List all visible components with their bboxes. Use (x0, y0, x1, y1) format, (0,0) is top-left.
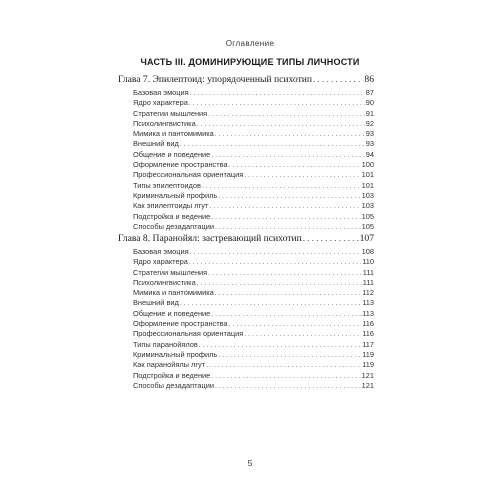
toc-section-entry (118, 129, 374, 139)
toc-section-entry-title: Стратегии мышления (133, 267, 208, 277)
toc-section-entry-title: Способы дезадаптации (133, 221, 215, 231)
toc-section-entry-title: Подстройка и ведение (133, 370, 211, 380)
toc-section-entry-title: Психолингвистика (133, 118, 196, 128)
dot-leader (229, 321, 362, 328)
toc-section-entry-title: Криминальный профиль (133, 190, 218, 200)
dot-leader (180, 141, 365, 148)
dot-leader (208, 270, 362, 277)
dot-leader (197, 121, 365, 128)
toc-section-entry-page: 90 (365, 98, 374, 108)
toc-section-entry-page: 105 (361, 221, 374, 231)
toc-section-entry (118, 181, 374, 191)
toc-section-entry (118, 298, 374, 308)
toc-section-entry-page: 116 (362, 319, 374, 329)
toc-section-entry-page: 117 (362, 339, 374, 349)
toc-section-entry (118, 170, 374, 180)
dot-leader (197, 280, 362, 287)
dot-leader (218, 193, 360, 200)
toc-section-entry-page: 94 (365, 149, 374, 159)
toc-section-entry-page: 110 (362, 257, 374, 267)
toc-section-entry (118, 278, 374, 288)
toc-section-entry-page: 87 (365, 88, 374, 97)
toc-section-entry-page: 111 (362, 267, 374, 277)
toc-section-entry-page: 113 (362, 298, 374, 308)
toc-section-entry-title: Стратегии мышления (133, 108, 208, 118)
dot-leader (209, 203, 360, 210)
toc-section-entry-title: Профессиональная ориентация (133, 170, 244, 180)
toc-section-entry (118, 350, 374, 360)
toc-section-entry (118, 288, 374, 298)
toc-section-entry-title: Ядро характера (133, 257, 188, 267)
toc-chapter-entry (118, 74, 374, 88)
dot-leader (215, 131, 365, 138)
toc-section-entry-page: 101 (361, 180, 374, 190)
toc-section-entry-page: 119 (362, 360, 374, 370)
toc-section-entry-title: Мимика и пантомимика (133, 129, 214, 139)
toc-section-entry-title: Базовая эмоция (133, 88, 189, 97)
dot-leader (229, 162, 361, 169)
dot-leader (303, 233, 359, 244)
toc-section-entry-title: Внешний вид (133, 298, 179, 308)
toc-section-entry (118, 371, 374, 381)
toc-section-entry (118, 191, 374, 201)
toc-section-entry (118, 88, 374, 98)
toc-section-entry (118, 212, 374, 222)
toc-chapter-entry (118, 233, 374, 247)
toc-section-entry-page: 101 (361, 170, 374, 180)
dot-leader (202, 183, 361, 190)
toc-chapter-entry-title: Глава 7. Эпилептоид: упорядоченный психотип (118, 74, 313, 85)
dot-leader (313, 74, 363, 85)
toc-section-entry (118, 381, 374, 391)
toc-section-entry-title: Криминальный профиль (133, 349, 218, 359)
toc-chapter-entry-page: 107 (359, 233, 374, 244)
toc-section-entry-page: 93 (365, 129, 374, 139)
dot-leader (189, 100, 365, 107)
toc-chapter-entry-page: 86 (364, 74, 374, 85)
dot-leader (244, 331, 361, 338)
toc-section-entry (118, 257, 374, 267)
toc-chapter-block (118, 233, 374, 391)
toc-section-entry (118, 329, 374, 339)
toc-section-entry (118, 98, 374, 108)
dot-leader (206, 362, 361, 369)
running-head: Оглавление (225, 39, 275, 48)
dot-leader (211, 373, 360, 380)
dot-leader (218, 352, 361, 359)
toc-section-entry-title: Ядро характера (133, 98, 188, 108)
toc-section-entry-page: 93 (365, 139, 374, 149)
toc-section-entry-title: Подстройка и ведение (133, 211, 211, 221)
dot-leader (199, 342, 361, 349)
toc-section-entry (118, 319, 374, 329)
toc-section-entry-title: Психолингвистика (133, 277, 196, 287)
toc-section-entry (118, 268, 374, 278)
dot-leader (180, 300, 361, 307)
toc-section-entry-title: Внешний вид (133, 139, 179, 149)
toc-section-entry (118, 201, 374, 211)
toc-section-entry (118, 222, 374, 232)
dot-leader (215, 290, 361, 297)
toc-section-entry-title: Как паранойялы лгут (133, 360, 206, 370)
toc-section-entry-page: 111 (362, 277, 374, 287)
dot-leader (215, 224, 361, 231)
toc-section-entry-page: 103 (361, 190, 374, 200)
dot-leader (190, 249, 361, 256)
toc-section-entry-title: Общение и поведение (133, 308, 211, 318)
toc-section-entry-title: Базовая эмоция (133, 247, 189, 256)
dot-leader (208, 111, 365, 118)
dot-leader (211, 311, 361, 318)
toc-section-entry-title: Мимика и пантомимика (133, 288, 214, 298)
dot-leader (211, 152, 364, 159)
dot-leader (244, 172, 360, 179)
toc-section-entry-page: 91 (365, 108, 374, 118)
toc-section-entry-title: Общение и поведение (133, 149, 211, 159)
toc-section-entry-page: 112 (362, 288, 374, 298)
toc-section-entry-title: Способы дезадаптации (133, 380, 215, 390)
toc-section-entry-page: 105 (361, 211, 374, 221)
dot-leader (211, 214, 360, 221)
toc-section-entry (118, 160, 374, 170)
toc-section-entry-title: Типы паранойялов (133, 339, 198, 349)
toc-section-entry (118, 360, 374, 370)
part-title: ЧАСТЬ III. ДОМИНИРУЮЩИЕ ТИПЫ ЛИЧНОСТИ (140, 57, 360, 67)
toc-section-entry-page: 100 (361, 160, 374, 170)
toc-section-entry-page: 121 (361, 370, 374, 380)
toc-section-entry-page: 103 (361, 201, 374, 211)
toc-section-entry (118, 139, 374, 149)
toc-chapter-entry-title: Глава 8. Паранойял: застревающий психотип (118, 233, 302, 244)
dot-leader (190, 90, 365, 97)
toc-section-entry (118, 340, 374, 350)
toc-section-entry-title: Типы эпилептоидов (133, 180, 201, 190)
toc-section-entry-page: 121 (361, 380, 374, 390)
toc-section-entry (118, 119, 374, 129)
toc-section-entry-page: 113 (362, 308, 374, 318)
dot-leader (189, 259, 361, 266)
toc-section-entry-title: Профессиональная ориентация (133, 329, 244, 339)
toc-section-entry-title: Как эпилептоиды лгут (133, 201, 209, 211)
toc-section-entry (118, 150, 374, 160)
toc-section-entry (118, 109, 374, 119)
toc-section-entry (118, 247, 374, 257)
toc-section-entry-page: 119 (362, 349, 374, 359)
toc-chapter-block (118, 74, 374, 232)
toc-section-entry-page: 92 (365, 118, 374, 128)
toc-section-entry-title: Оформление пространства (133, 319, 228, 329)
toc-section-entry (118, 309, 374, 319)
dot-leader (215, 383, 361, 390)
toc-section-entry-page: 116 (362, 329, 374, 339)
toc-section-entry-title: Оформление пространства (133, 160, 228, 170)
page-number: 5 (247, 458, 253, 468)
toc-section-entry-page: 108 (361, 247, 374, 256)
